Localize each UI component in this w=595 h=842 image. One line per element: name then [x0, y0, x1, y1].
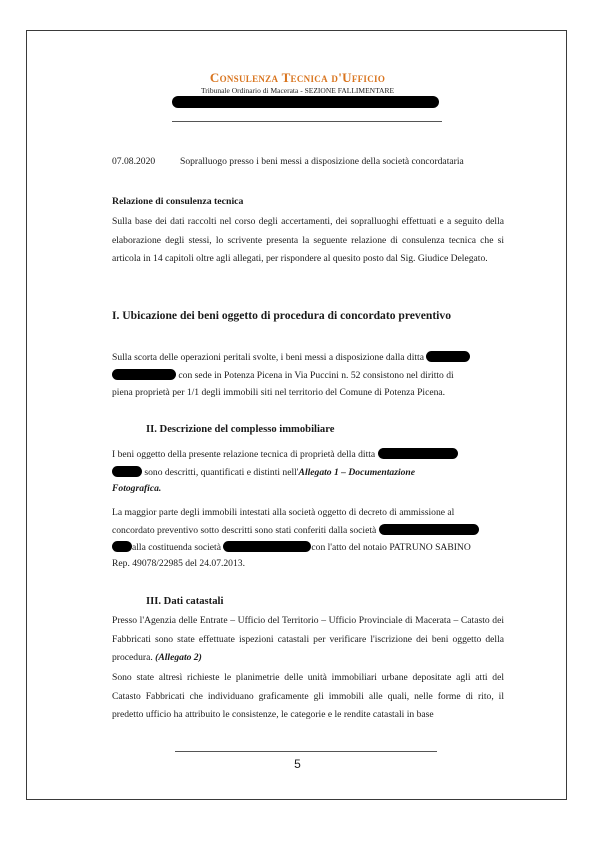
header-rule: [172, 121, 442, 122]
section1-p1-line2: [112, 369, 454, 381]
redaction-bar: [172, 96, 439, 108]
visit-text: Sopralluogo presso i beni messi a disposizione della società concordataria: [180, 156, 464, 167]
redaction-bar: [426, 351, 470, 362]
section2-p1-line2: [112, 466, 415, 478]
section2-heading: II. Descrizione del complesso immobiliare: [146, 424, 335, 435]
footer-rule: [175, 751, 437, 752]
redaction-bar: [379, 524, 479, 535]
visit-date: 07.08.2020: [112, 156, 156, 167]
section2-p1-a: I beni oggetto della presente relazione tecnica di proprietà della ditta: [112, 449, 376, 460]
intro-heading: Relazione di consulenza tecnica: [112, 196, 244, 207]
section3-allegato: (Allegato 2): [155, 652, 202, 663]
section3-p2: Sono state altresì richieste le planimetrie delle unità immobiliari urbane depositate agli atti del Catasto Fabbricati che individuano graficamente gli immobili alle quali, nelle forme di rito, il predetto ufficio ha attribuito le consistenze, le categorie e le rendite catastali in base: [112, 672, 504, 720]
redaction-bar: [378, 448, 458, 459]
section1-heading: I. Ubicazione dei beni oggetto di procedura di concordato preventivo: [112, 309, 451, 322]
section2-p2-e: Rep. 49078/22985 del 24.07.2013.: [112, 558, 245, 569]
section3-p1-text: Presso l'Agenzia delle Entrate – Ufficio del Territorio – Ufficio Provinciale di Macerata – Catasto dei Fabbricati sono state effettuate ispezioni catastali per verificare l'iscrizione dei beni oggetto della procedura.: [112, 615, 504, 663]
section2-p2-b: concordato preventivo sotto descritti sono stati conferiti dalla società: [112, 525, 377, 536]
redaction-bar: [112, 369, 176, 380]
section2-p2-line3: [112, 541, 471, 553]
section2-p2-c: alla costituenda società: [132, 542, 221, 553]
redaction-bar: [112, 466, 142, 477]
intro-body: Sulla base dei dati raccolti nel corso degli accertamenti, dei sopralluoghi effettuati e a seguito della elaborazione degli stessi, lo scrivente presenta la seguente relazione di consulenza tecnica che si articola in 14 capitoli oltre agli allegati, per rispondere al quesito posto dal Sig. Giudice Delegato.: [112, 216, 504, 264]
section2-p2-line2: [112, 524, 479, 536]
section2-p1-c: Fotografica.: [112, 483, 162, 494]
section2-p2-d: con l'atto del notaio PATRUNO SABINO: [311, 542, 471, 553]
section3-p1: [112, 612, 504, 668]
section1-p1-c: piena proprietà per 1/1 degli immobili siti nel territorio del Comune di Potenza Picena.: [112, 387, 446, 398]
header-title: Consulenza Tecnica d'Ufficio: [209, 70, 386, 85]
section3-heading: III. Dati catastali: [146, 596, 224, 607]
section1-p1-line1: [112, 351, 470, 363]
section2-allegato: Allegato 1 – Documentazione: [298, 467, 416, 478]
section1-p1-b: con sede in Potenza Picena in Via Puccini n. 52 consistono nel diritto di: [178, 370, 454, 381]
section2-p1-line1: [112, 448, 458, 460]
section2-p1-b: sono descritti, quantificati e distinti nell': [144, 467, 299, 478]
header-subtitle: Tribunale Ordinario di Macerata - SEZIONE FALLIMENTARE: [200, 86, 395, 95]
section2-p2-a: La maggior parte degli immobili intestati alla società oggetto di decreto di ammissione al: [112, 507, 455, 518]
page-number: 5: [294, 757, 301, 771]
section1-p1-a: Sulla scorta delle operazioni peritali svolte, i beni messi a disposizione dalla ditta: [112, 352, 424, 363]
redaction-bar: [223, 541, 311, 552]
redaction-bar: [112, 541, 132, 552]
